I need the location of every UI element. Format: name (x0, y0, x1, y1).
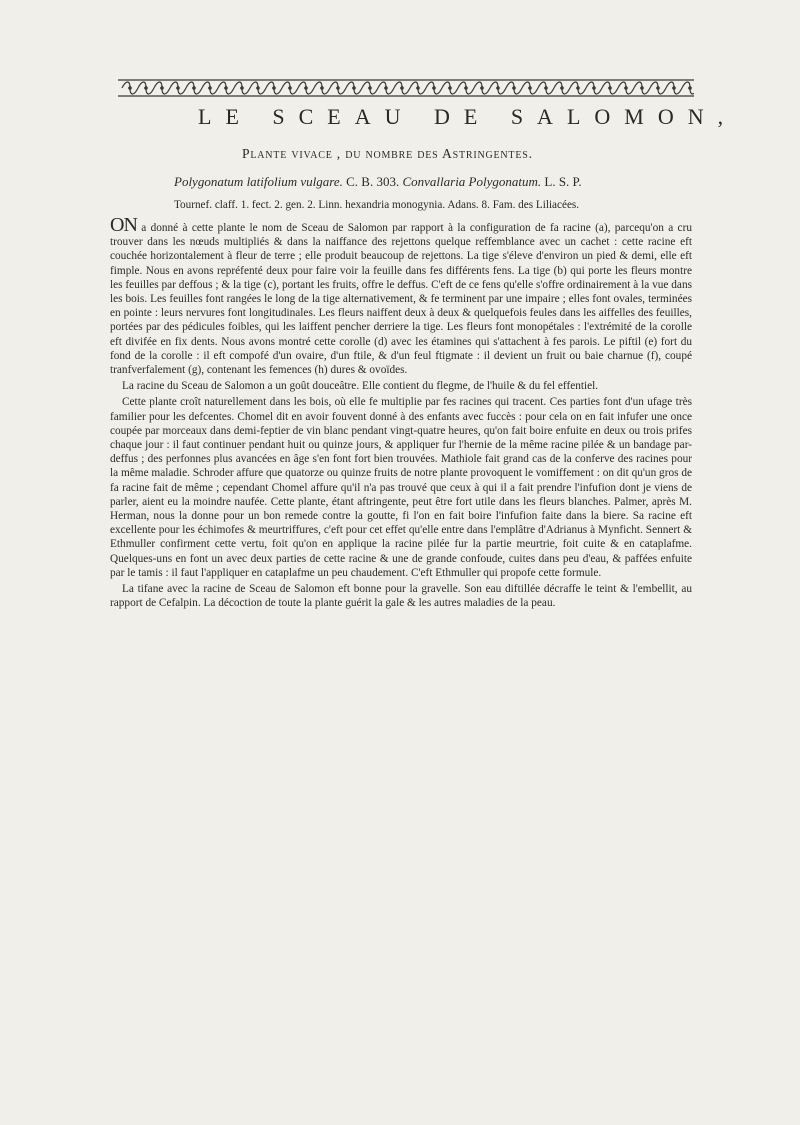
synonym-linnaeus: Convallaria Polygonatum. (402, 174, 542, 189)
synonym-ref: C. B. 303. (342, 174, 403, 189)
paragraph-taste: La racine du Sceau de Salomon a un goût douceâtre. Elle contient du flegme, de l'huile & du fel effentiel. (122, 380, 599, 393)
botanical-synonyms (174, 174, 582, 190)
decorative-border-ornament (118, 76, 694, 100)
page-subtitle: Plante vivace , du nombre des Astringentes. (242, 146, 533, 161)
paragraph-tisane: La tifane avec la racine de Sceau de Salomon eft bonne pour la gravelle. Son eau diftillée décraffe le teint & l'embellit, au rapport de Cefalpin. La décoction de toute la plante guérit la gale & les autres maladies de la peau. (110, 583, 692, 610)
page-title: LE SCEAU DE SALOMON, (198, 104, 738, 129)
paragraph-uses: Cette plante croît naturellement dans les bois, où elle fe multiplie par fes racines qui tracent. Ces parties font d'un ufage très familier pour les defcentes. Chomel dit en avoir fouvent donné à des enfants avec fuccès : pour cela on en fait infufer une once coupée par morceaux dans demi-feptier de vin blanc pendant vingt-quatre heures, qu'on fait boire enfuite en deux ou trois prifes chaque jour : il faut continuer pendant huit ou quinze jours, & appliquer fur l'hernie de la même racine pilée & un bandage par-deffus ; des perfonnes plus avancées en âge s'en font fort bien trouvées. Mathiole fait grand cas de la conferve des racines pour la même maladie. Schroder affure que quatorze ou quinze fruits de notre plante provoquent le vomiffement : on dit qu'un gros de fa racine fait de même ; cependant Chomel affure qu'il n'a pas trouvé que ceux à qui il a fait prendre l'infufion dont je viens de parler, aient eu la moindre naufée. Cette plante, étant aftringente, peut être fort utile dans les fleurs blanches. Palmer, après M. Herman, nous la donne pour un bon remede contre la goutte, fi l'on en fait boire l'infufion faite dans la biere. Sa racine eft excellente pour les échimofes & meurtriffures, c'eft pour cet effet qu'elle entre dans l'emplâtre d'Adrianus à Mynficht. Sennert & Ethmuller confirment cette vertu, foit qu'on en applique la racine pilée fur la partie meurtrie, foit cuite & en cataplafme. Quelques-uns en font un avec deux parties de cette racine & une de grande confoude, cuites dans peu d'eau, & paffées enfuite par le tamis : il faut l'appliquer en cataplafme un peu chaudement. C'eft Ethmuller qui propofe cette formule. (110, 396, 692, 579)
classification-line: Tournef. claff. 1. fect. 2. gen. 2. Linn. hexandria monogynia. Adans. 8. Fam. des Liliacées. (174, 199, 580, 211)
paragraph-description (110, 214, 692, 377)
article-body (110, 214, 692, 612)
synonym-ref-2: L. S. P. (541, 174, 582, 189)
synonym-bauhin: Polygonatum latifolium vulgare. (174, 174, 343, 189)
drop-cap: ON (110, 214, 137, 236)
paragraph-description-text: a donné à cette plante le nom de Sceau de Salomon par rapport à la configuration de fa racine (a), parcequ'on a cru trouver dans les nœuds multipliés & dans la naiffance des rejettons quelque reffemblance avec un cachet : cette racine eft couchée horizontalement à fleur de terre ; elle produit beaucoup de rejettons. La tige s'éleve d'environ un pied & demi, elle eft fimple. Nous en avons repréfenté deux pour faire voir la feuille dans fes différents fens. La tige (b) qui porte les fleurs montre les feuilles par deffous ; & la tige (c), portant les fruits, offre le deffus. C'eft de ce fens qu'elle s'offre ordinairement à la vue dans les bois. Les feuilles font rangées le long de la tige alternativement, & fe terminent par une impaire ; elles font ovales, terminées en pointe : leurs nervures font longitudinales. Les fleurs naiffent deux à deux & quelquefois feules dans les aiffelles des feuilles, portées par des pédicules foibles, qui les laiffent pencher derriere la tige. Les fleurs font monopétales : l'extrémité de la corolle eft divifée en fix dents. Nous avons montré cette corolle (d) avec les étamines qui s'attachent à fes parois. Le piftil (e) fort du fond de la corolle : il eft compofé d'un ovaire, d'un ftile, & d'un feul ftigmate : il devient un fruit ou baie charnue (f), coupé tranfverfalement (g), contenant les femences (h) dures & ovoïdes. (110, 222, 692, 377)
